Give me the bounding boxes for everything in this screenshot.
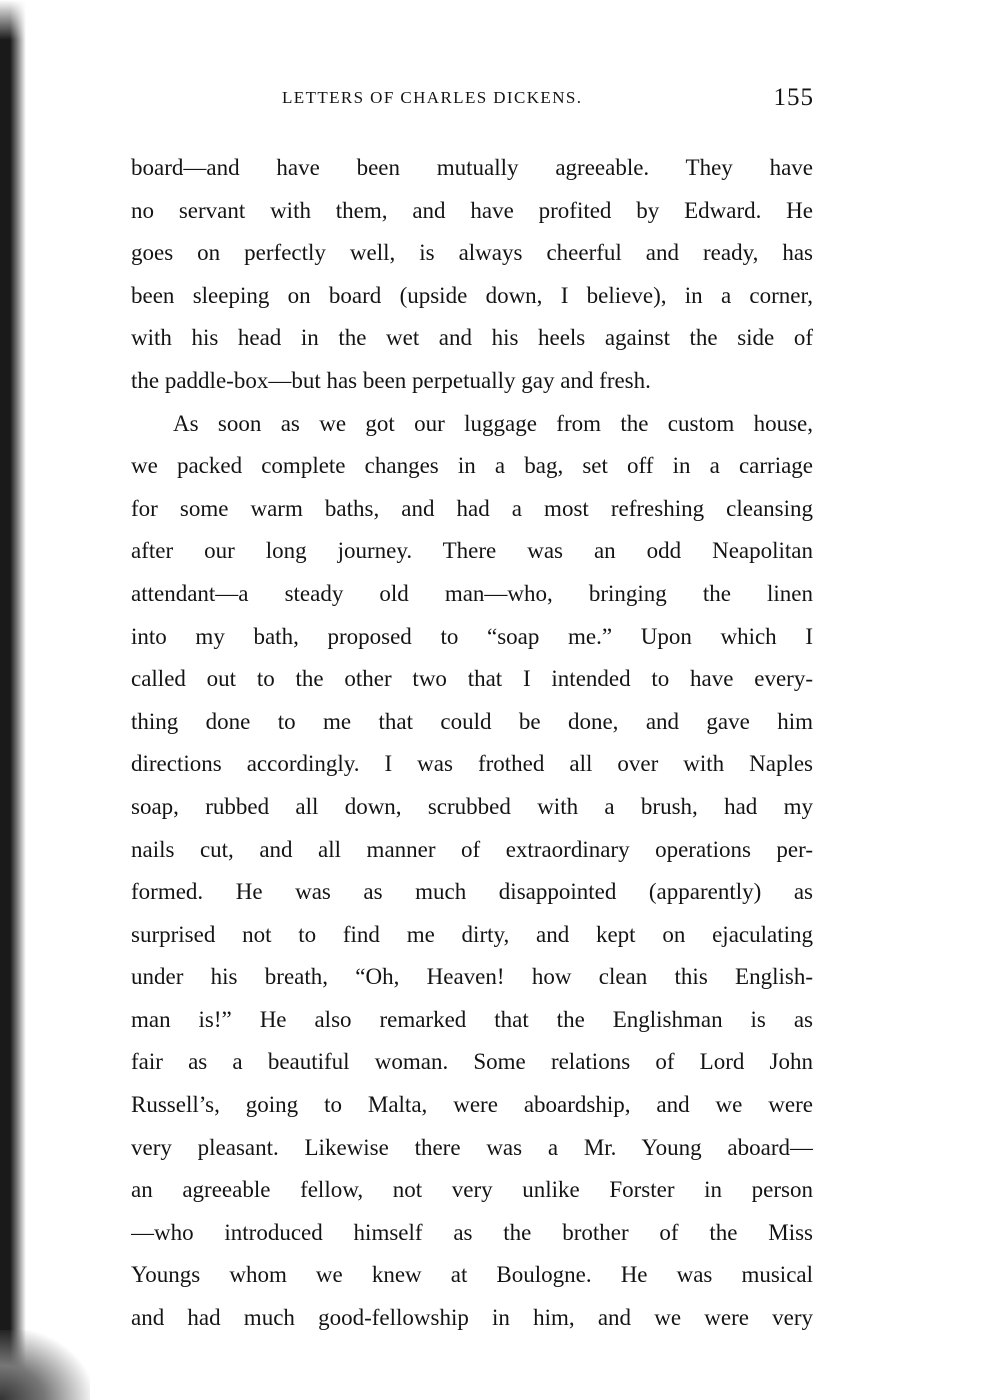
text-line: for some warm baths, and had a most refreshing cleansing [131, 495, 813, 521]
text-line: soap, rubbed all down, scrubbed with a brush, had my [131, 793, 813, 819]
text-line: we packed complete changes in a bag, set off in a carriage [131, 453, 813, 479]
text-line: goes on perfectly well, is always cheerful and ready, has [131, 240, 813, 266]
text-line: under his breath, “Oh, Heaven! how clean this English- [131, 964, 813, 990]
text-line: nails cut, and all manner of extraordinary operations per- [131, 836, 813, 862]
text-line: Youngs whom we knew at Boulogne. He was musical [131, 1262, 813, 1288]
text-line: fair as a beautiful woman. Some relations of Lord John [131, 1049, 813, 1075]
body-text [131, 147, 813, 1340]
text-line: board—and have been mutually agreeable. They have [131, 155, 813, 180]
text-line: with his head in the wet and his heels against the side of [131, 325, 813, 351]
text-line: no servant with them, and have profited by Edward. He [131, 197, 813, 223]
text-line: attendant—a steady old man—who, bringing the linen [131, 580, 813, 606]
page-header [130, 84, 814, 114]
text-line: thing done to me that could be done, and gave him [131, 708, 813, 734]
scanned-page-edge-fade [0, 0, 26, 40]
page-number: 155 [773, 84, 814, 111]
text-line: and had much good-fellowship in him, and we were very [131, 1305, 813, 1331]
text-line: Russell’s, going to Malta, were aboardship, and we were [131, 1092, 813, 1118]
text-line: As soon as we got our luggage from the custom house, [173, 410, 813, 436]
text-line: —who introduced himself as the brother of the Miss [131, 1219, 813, 1245]
scanned-page-edge-shadow [0, 0, 26, 1400]
text-line: very pleasant. Likewise there was a Mr. Young aboard— [131, 1134, 813, 1160]
scanned-page-corner-shadow [0, 1330, 90, 1400]
text-line: surprised not to find me dirty, and kept on ejaculating [131, 921, 813, 947]
text-line: man is!” He also remarked that the Englishman is as [131, 1006, 813, 1032]
text-line: called out to the other two that I intended to have every- [131, 666, 813, 692]
text-line: into my bath, proposed to “soap me.” Upon which I [131, 623, 813, 649]
running-title: LETTERS OF CHARLES DICKENS. [282, 88, 583, 107]
text-line: directions accordingly. I was frothed all over with Naples [131, 751, 813, 777]
text-line: formed. He was as much disappointed (apparently) as [131, 879, 813, 905]
text-line: an agreeable fellow, not very unlike Forster in person [131, 1177, 813, 1203]
text-line: after our long journey. There was an odd Neapolitan [131, 538, 813, 564]
text-line: been sleeping on board (upside down, I believe), in a corner, [131, 282, 813, 308]
text-line: the paddle-box—but has been perpetually gay and fresh. [131, 367, 651, 393]
